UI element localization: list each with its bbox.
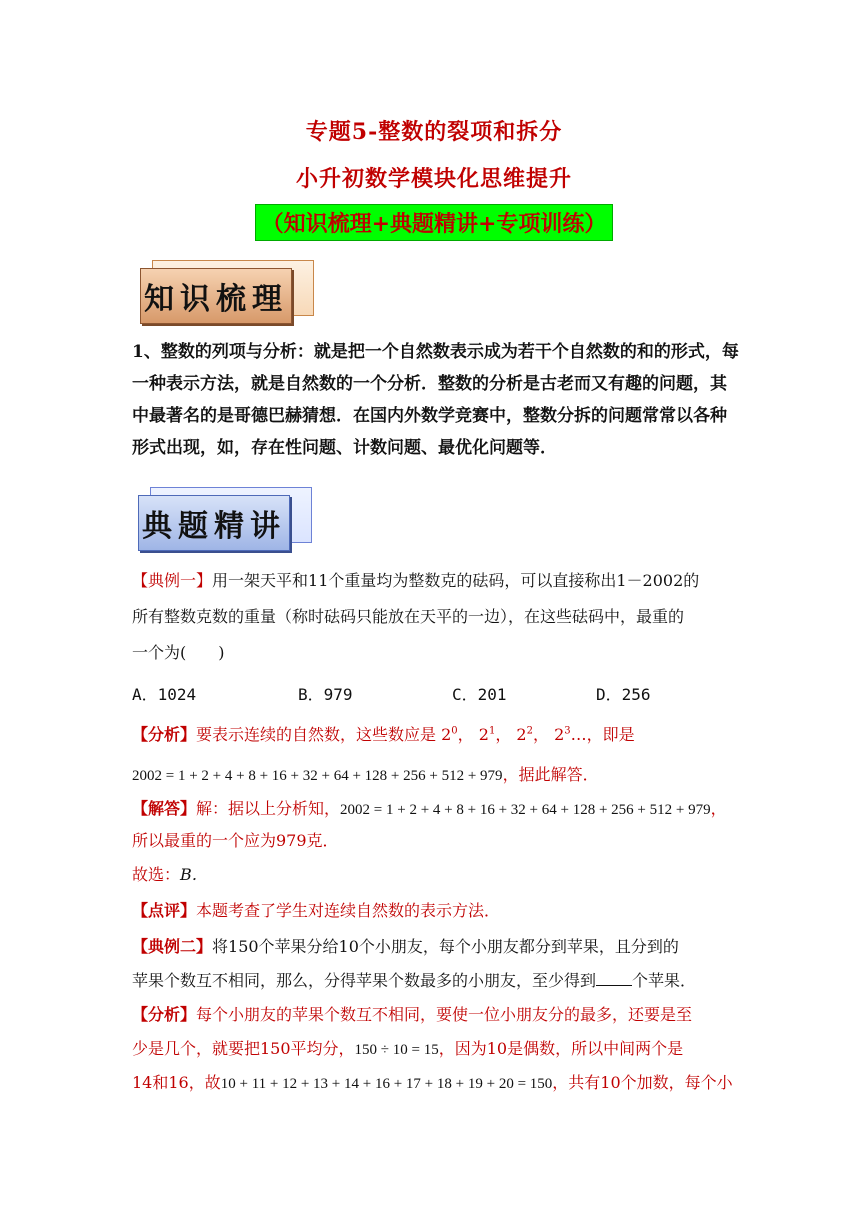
analysis-tag: 【分析】 <box>132 725 197 744</box>
option-d: D．256 <box>596 685 651 704</box>
example1-line1: 【典例一】用一架天平和11个重量均为整数克的砝码，可以直接称出1－2002的 <box>132 571 700 590</box>
knowledge-paragraph: 1、整数的列项与分析：就是把一个自然数表示成为若干个自然数的和的形式，每一种表示方法，就是自然数的一个分析．整数的分析是古老而又有趣的问题，其中最著名的是哥德巴赫猜想．在国内外数学竞赛中，整数分拆的问题常常以各种形式出现，如，存在性问题、计数问题、最优化问题等． <box>132 342 739 458</box>
option-c: C．201 <box>452 685 507 704</box>
example2-line1: 【典例二】将150个苹果分给10个小朋友，每个小朋友都分到苹果，且分到的 <box>132 937 679 956</box>
example1-analysis-line1: 【分析】要表示连续的自然数，这些数应是 $2^0$， $2^1$， $2^2$， $2^3\dots$，即是 <box>132 725 635 744</box>
answer-blank <box>596 971 632 986</box>
example1-tag: 【典例一】 <box>132 571 213 590</box>
example1-line2: 所有整数克数的重量（称时砝码只能放在天平的一边），在这些砝码中，最重的 <box>132 607 685 626</box>
example2-analysis-line2: 少是几个，就要把150平均分，150 ÷ 10 = 15，因为10是偶数，所以中间两个是 <box>132 1039 684 1058</box>
page-title: 专题5-整数的裂项和拆分 <box>305 119 563 145</box>
example1-analysis-line2: 2002 = 1 + 2 + 4 + 8 + 16 + 32 + 64 + 128 + 256 + 512 + 979，据此解答． <box>132 765 599 784</box>
section-badge-examples <box>138 495 313 555</box>
example2-tag: 【典例二】 <box>132 937 213 956</box>
answer-tag: 【解答】 <box>132 799 197 818</box>
option-a: A．1024 <box>132 685 197 704</box>
choice-letter: B． <box>180 865 208 884</box>
example1-line3: 一个为( ) <box>132 643 225 662</box>
page-subtitle: 小升初数学模块化思维提升 <box>295 166 572 192</box>
example2-analysis-line3: 14和16，故10 + 11 + 12 + 13 + 14 + 16 + 17 + 18 + 19 + 20 = 150，共有10个加数，每个小 <box>132 1073 733 1092</box>
badge-label: 典题精讲 <box>138 495 290 551</box>
sum-equation: 2002 = 1 + 2 + 4 + 8 + 16 + 32 + 64 + 128 + 256 + 512 + 979 <box>132 768 503 784</box>
comment-tag: 【点评】 <box>132 901 197 920</box>
example1-answer-line1: 【解答】解：据以上分析知，2002 = 1 + 2 + 4 + 8 + 16 + 32 + 64 + 128 + 256 + 512 + 979， <box>132 799 727 818</box>
example1-comment: 【点评】本题考查了学生对连续自然数的表示方法． <box>132 901 501 920</box>
tagline-wrapper <box>0 204 868 241</box>
example2-line2: 苹果个数互不相同，那么，分得苹果个数最多的小朋友，至少得到 个苹果． <box>132 971 697 990</box>
example1-choice: 故选：B． <box>132 865 208 884</box>
analysis-tag: 【分析】 <box>132 1005 197 1024</box>
badge-label: 知识梳理 <box>140 268 292 324</box>
tagline-highlight: （知识梳理+典题精讲+专项训练） <box>255 204 614 241</box>
answer-equation: 2002 = 1 + 2 + 4 + 8 + 16 + 32 + 64 + 128 + 256 + 512 + 979 <box>340 802 711 818</box>
section-badge-knowledge <box>140 268 315 328</box>
example2-analysis-line1: 【分析】每个小朋友的苹果个数互不相同，要使一位小朋友分的最多，还要是至 <box>132 1005 693 1024</box>
example1-answer-line2: 所以最重的一个应为979克． <box>132 831 339 850</box>
option-b: B．979 <box>298 685 353 704</box>
